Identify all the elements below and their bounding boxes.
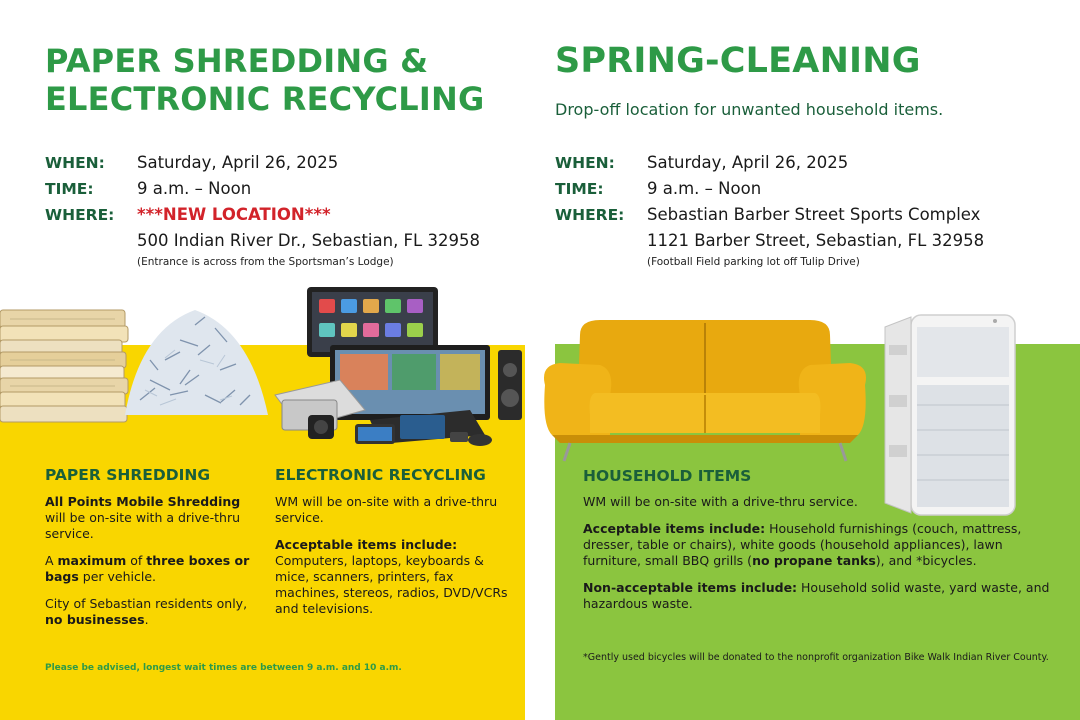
electronic-recycling-details <box>275 494 515 628</box>
paper-shredding-details: All Points Mobile Shredding will be on-site with a drive-thru service. A maximum of three boxes or bags per vehicle. City of Sebastian residents only, no businesses. <box>45 494 250 627</box>
household-items-details: WM will be on-site with a drive-thru service. Acceptable items include: Household furnishings (couch, mattress, dresser, table or chairs), white goods (household appliances), lawn furniture, small BBQ grills (no propane tanks), and *bicycles. Non-acceptable items include: Household solid waste, yard waste, and hazardous waste. <box>583 494 1053 623</box>
location-name: Sebastian Barber Street Sports Complex <box>647 205 981 224</box>
parking-note: (Football Field parking lot off Tulip Drive) <box>647 256 860 268</box>
electronic-recycling-heading: ELECTRONIC RECYCLING <box>275 466 486 484</box>
shredding-service-text: will be on-site with a drive-thru service. <box>45 510 241 541</box>
household-service-text: WM will be on-site with a drive-thru service. <box>583 494 858 509</box>
household-items-heading: HOUSEHOLD ITEMS <box>583 467 752 485</box>
right-subtitle: Drop-off location for unwanted household items. <box>555 100 944 119</box>
paper-shredding-panel <box>0 0 525 720</box>
acceptable-items-label: Acceptable items include: <box>275 537 458 552</box>
time-label: TIME: <box>45 180 94 198</box>
time-label: TIME: <box>555 180 604 198</box>
bicycle-footnote: *Gently used bicycles will be donated to the nonprofit organization Bike Walk Indian River County. <box>583 652 1049 663</box>
time-value: 9 a.m. – Noon <box>137 179 252 198</box>
when-label: WHEN: <box>555 154 615 172</box>
electronic-items-list: Computers, laptops, keyboards & mice, scanners, printers, fax machines, stereos, radios, DVD/VCRs and televisions. <box>275 553 508 616</box>
left-title-line2: ELECTRONIC RECYCLING <box>45 80 485 118</box>
spring-cleaning-panel <box>555 0 1080 720</box>
paper-shredding-heading: PAPER SHREDDING <box>45 466 211 484</box>
non-acceptable-items-label: Non-acceptable items include: <box>583 580 798 595</box>
refrigerator-image <box>883 305 1018 520</box>
address-value: 500 Indian River Dr., Sebastian, FL 32958 <box>137 231 480 250</box>
new-location-notice: ***NEW LOCATION*** <box>137 205 331 224</box>
left-event-info <box>45 150 480 270</box>
electronic-service-text: WM will be on-site with a drive-thru service. <box>275 494 498 525</box>
right-event-info <box>555 150 984 270</box>
time-value: 9 a.m. – Noon <box>647 179 762 198</box>
left-title-line1: PAPER SHREDDING & <box>45 42 429 80</box>
electronics-image <box>270 340 525 450</box>
when-value: Saturday, April 26, 2025 <box>137 153 339 172</box>
entrance-note: (Entrance is across from the Sportsman’s Lodge) <box>137 256 394 268</box>
wait-time-advisory: Please be advised, longest wait times are between 9 a.m. and 10 a.m. <box>45 663 402 673</box>
when-label: WHEN: <box>45 154 105 172</box>
yellow-sofa-image <box>540 315 870 465</box>
where-label: WHERE: <box>555 206 625 224</box>
right-title: SPRING-CLEANING <box>555 41 921 81</box>
shredded-paper-image <box>120 300 270 415</box>
address-value: 1121 Barber Street, Sebastian, FL 32958 <box>647 231 985 250</box>
paper-stack-image <box>0 290 130 430</box>
where-label: WHERE: <box>45 206 115 224</box>
acceptable-items-label: Acceptable items include: <box>583 521 766 536</box>
shredding-company: All Points Mobile Shredding <box>45 494 241 509</box>
left-title <box>45 42 484 118</box>
when-value: Saturday, April 26, 2025 <box>647 153 849 172</box>
